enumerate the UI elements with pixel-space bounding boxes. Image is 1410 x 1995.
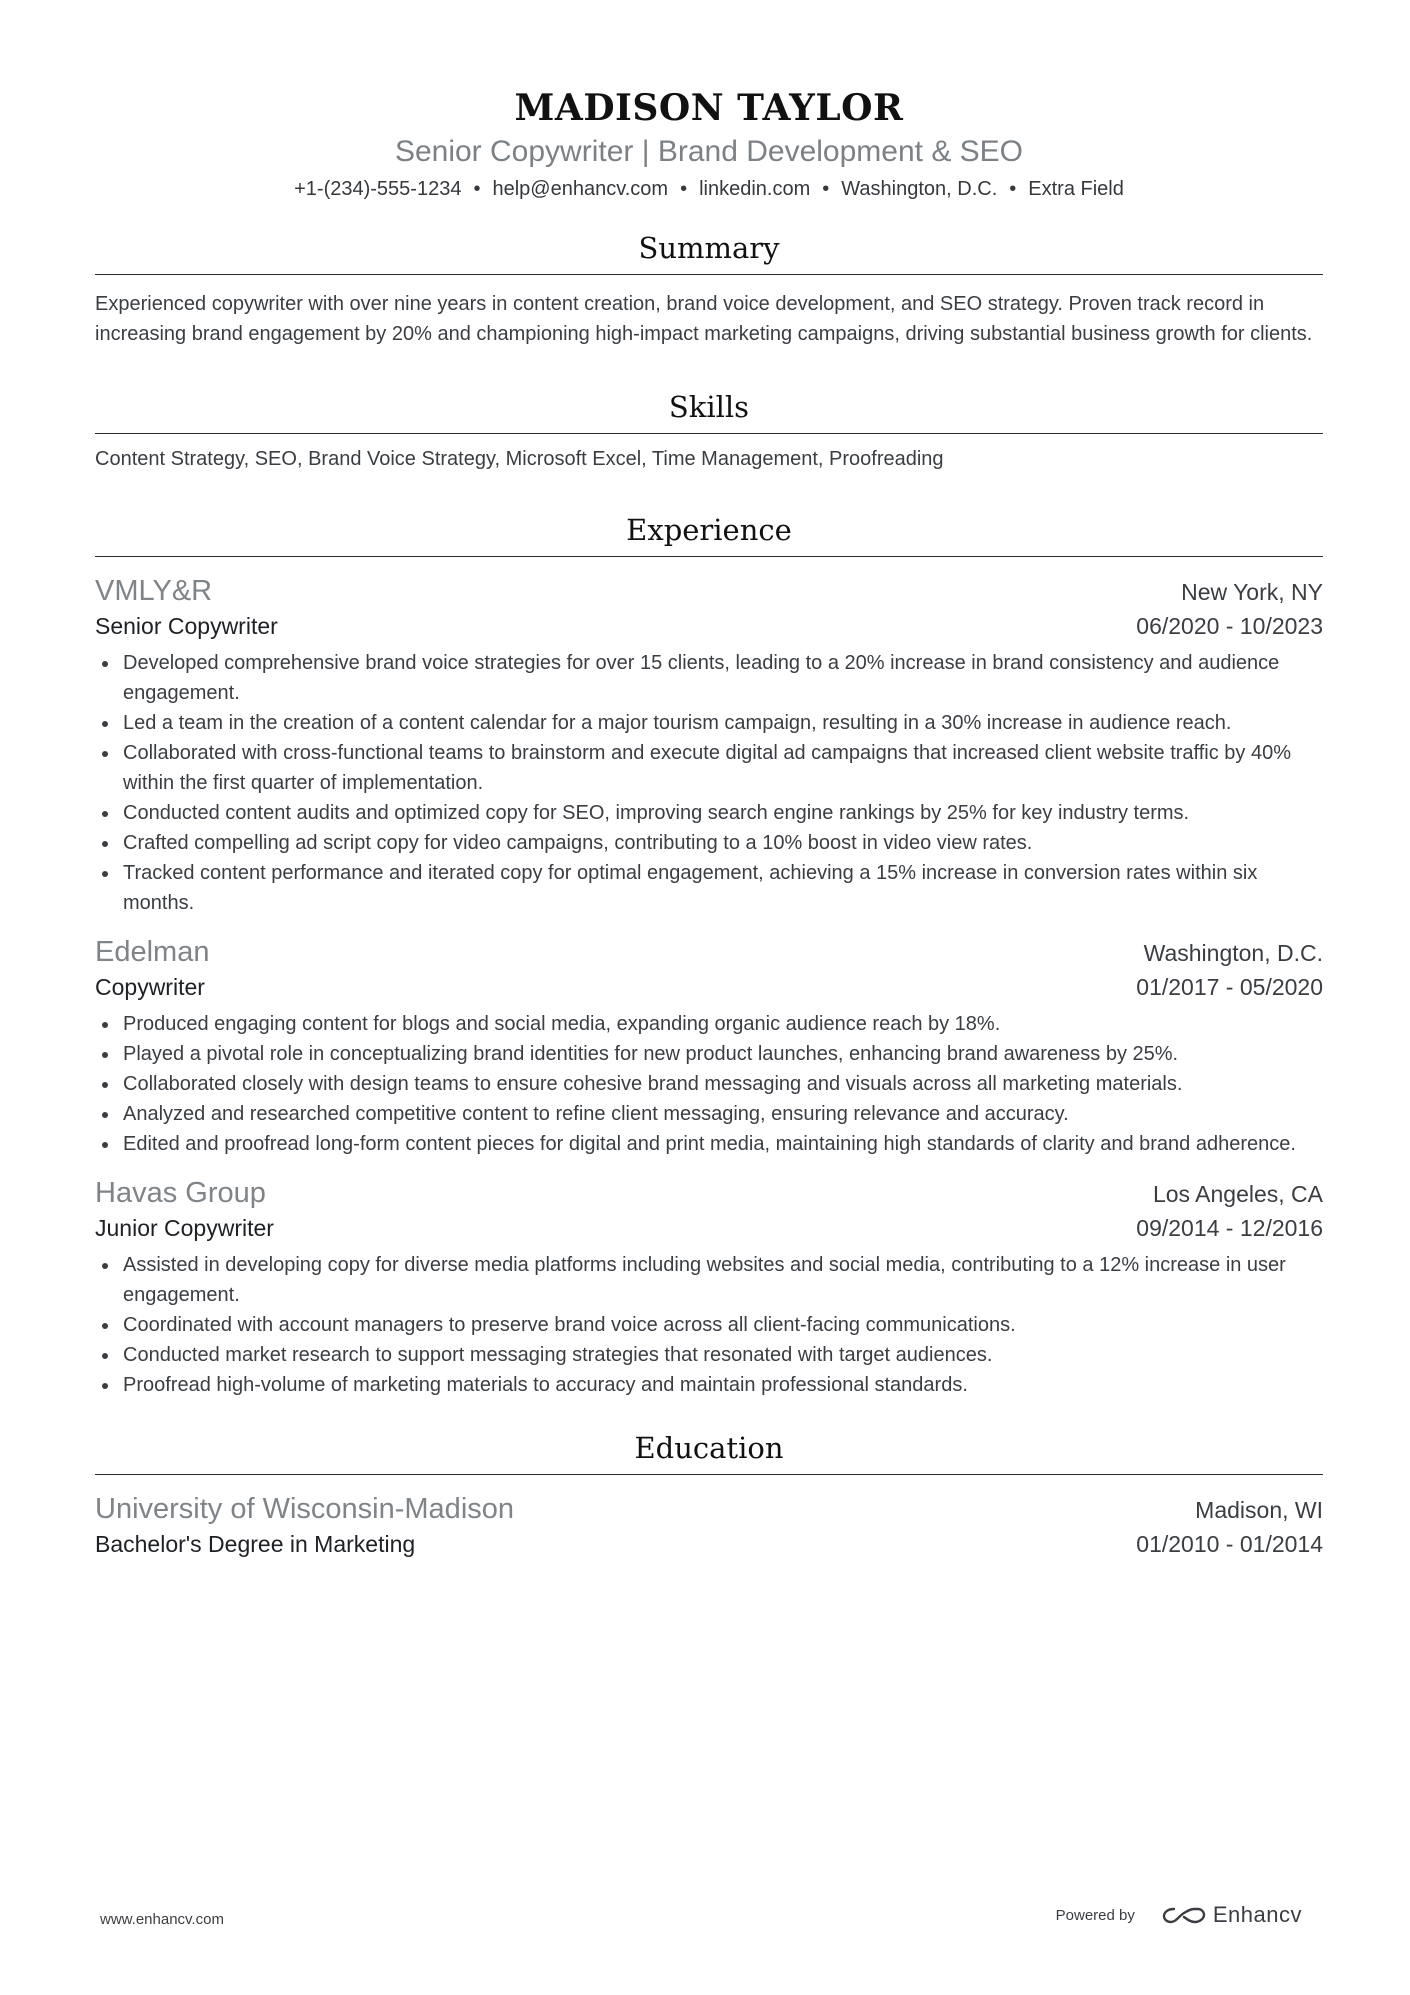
contact-separator: • (1009, 178, 1017, 200)
contact-separator: • (822, 178, 830, 200)
job-company: VMLY&R (95, 575, 213, 607)
section-divider (95, 1474, 1323, 1475)
contact-separator: • (680, 178, 688, 200)
education-degree: Bachelor's Degree in Marketing (95, 1531, 416, 1557)
contact-phone[interactable]: +1-(234)-555-1234 (294, 178, 462, 200)
section-divider (95, 274, 1323, 275)
job-location: Washington, D.C. (1143, 940, 1323, 966)
powered-by-label: Powered by (1055, 1906, 1135, 1924)
skills-text: Content Strategy, SEO, Brand Voice Strategy, Microsoft Excel, Time Management, Proofreading (95, 448, 944, 470)
summary-text: Experienced copywriter with over nine years in content creation, brand voice development, and SEO strategy. Proven track record in increasing brand engagement by 20% and championing high-impact marketing campaigns, driving substantial business growth for clients. (95, 293, 1313, 345)
education-dates: 01/2010 - 01/2014 (1136, 1531, 1323, 1557)
job-bullet: Played a pivotal role in conceptualizing brand identities for new product launches, enhancing brand awareness by 25%. (95, 1039, 1323, 1069)
contact-extra-field: Extra Field (1028, 178, 1124, 200)
enhancv-logo[interactable] (1161, 1902, 1302, 1928)
section-divider (95, 433, 1323, 434)
education-entry (95, 1491, 1323, 1561)
job-bullets (95, 1250, 1323, 1400)
job-entry (95, 1175, 1323, 1400)
education-location: Madison, WI (1195, 1497, 1323, 1523)
job-bullet: Produced engaging content for blogs and social media, expanding organic audience reach by 18%. (95, 1009, 1323, 1039)
education-school: University of Wisconsin-Madison (95, 1493, 515, 1525)
contact-linkedin[interactable]: linkedin.com (699, 178, 811, 200)
footer-website-link[interactable]: www.enhancv.com (100, 1911, 224, 1928)
summary-heading: Summary (638, 231, 780, 265)
education-heading: Education (634, 1431, 784, 1465)
contact-line (95, 174, 1323, 204)
section-divider (95, 556, 1323, 557)
job-bullet: Developed comprehensive brand voice strategies for over 15 clients, leading to a 20% increase in brand consistency and audience engagement. (95, 648, 1323, 708)
job-location: Los Angeles, CA (1152, 1181, 1323, 1207)
job-bullet: Edited and proofread long-form content pieces for digital and print media, maintaining high standards of clarity and brand adherence. (95, 1129, 1323, 1159)
job-location: New York, NY (1181, 579, 1323, 605)
job-bullet: Led a team in the creation of a content calendar for a major tourism campaign, resulting in a 30% increase in audience reach. (95, 708, 1323, 738)
candidate-headline: Senior Copywriter | Brand Development & SEO (394, 135, 1024, 168)
job-entry (95, 934, 1323, 1159)
job-dates: 06/2020 - 10/2023 (1136, 613, 1323, 639)
job-bullets (95, 648, 1323, 918)
job-bullet: Collaborated with cross-functional teams to brainstorm and execute digital ad campaigns that increased client website traffic by 40% within the first quarter of implementation. (95, 738, 1323, 798)
resume-page (95, 0, 1323, 1561)
contact-separator: • (473, 178, 481, 200)
job-role: Junior Copywriter (95, 1215, 274, 1241)
job-bullet: Proofread high-volume of marketing materials to accuracy and maintain professional standards. (95, 1370, 1323, 1400)
experience-heading: Experience (626, 513, 792, 547)
job-role: Copywriter (95, 974, 205, 1000)
enhancv-logo-icon (1161, 1903, 1207, 1927)
job-dates: 09/2014 - 12/2016 (1136, 1215, 1323, 1241)
job-bullet: Crafted compelling ad script copy for video campaigns, contributing to a 10% boost in video view rates. (95, 828, 1323, 858)
job-company: Edelman (95, 936, 210, 968)
candidate-name: MADISON TAYLOR (514, 87, 904, 129)
job-bullet: Analyzed and researched competitive content to refine client messaging, ensuring relevance and accuracy. (95, 1099, 1323, 1129)
contact-email[interactable]: help@enhancv.com (492, 178, 669, 200)
job-bullet: Coordinated with account managers to preserve brand voice across all client-facing communications. (95, 1310, 1323, 1340)
footer-branding (1056, 1902, 1302, 1928)
skills-heading: Skills (668, 390, 750, 424)
job-bullet: Assisted in developing copy for diverse media platforms including websites and social media, contributing to a 12% increase in user engagement. (95, 1250, 1323, 1310)
job-bullet: Conducted market research to support messaging strategies that resonated with target audiences. (95, 1340, 1323, 1370)
enhancv-brand-name: Enhancv (1212, 1902, 1302, 1927)
job-role: Senior Copywriter (95, 613, 278, 639)
job-bullets (95, 1009, 1323, 1159)
contact-location: Washington, D.C. (841, 178, 998, 200)
job-dates: 01/2017 - 05/2020 (1136, 974, 1323, 1000)
job-bullet: Tracked content performance and iterated copy for optimal engagement, achieving a 15% increase in conversion rates within six months. (95, 858, 1323, 918)
job-bullet: Collaborated closely with design teams to ensure cohesive brand messaging and visuals across all marketing materials. (95, 1069, 1323, 1099)
job-bullet: Conducted content audits and optimized copy for SEO, improving search engine rankings by 25% for key industry terms. (95, 798, 1323, 828)
job-entry (95, 573, 1323, 918)
job-company: Havas Group (95, 1177, 266, 1209)
